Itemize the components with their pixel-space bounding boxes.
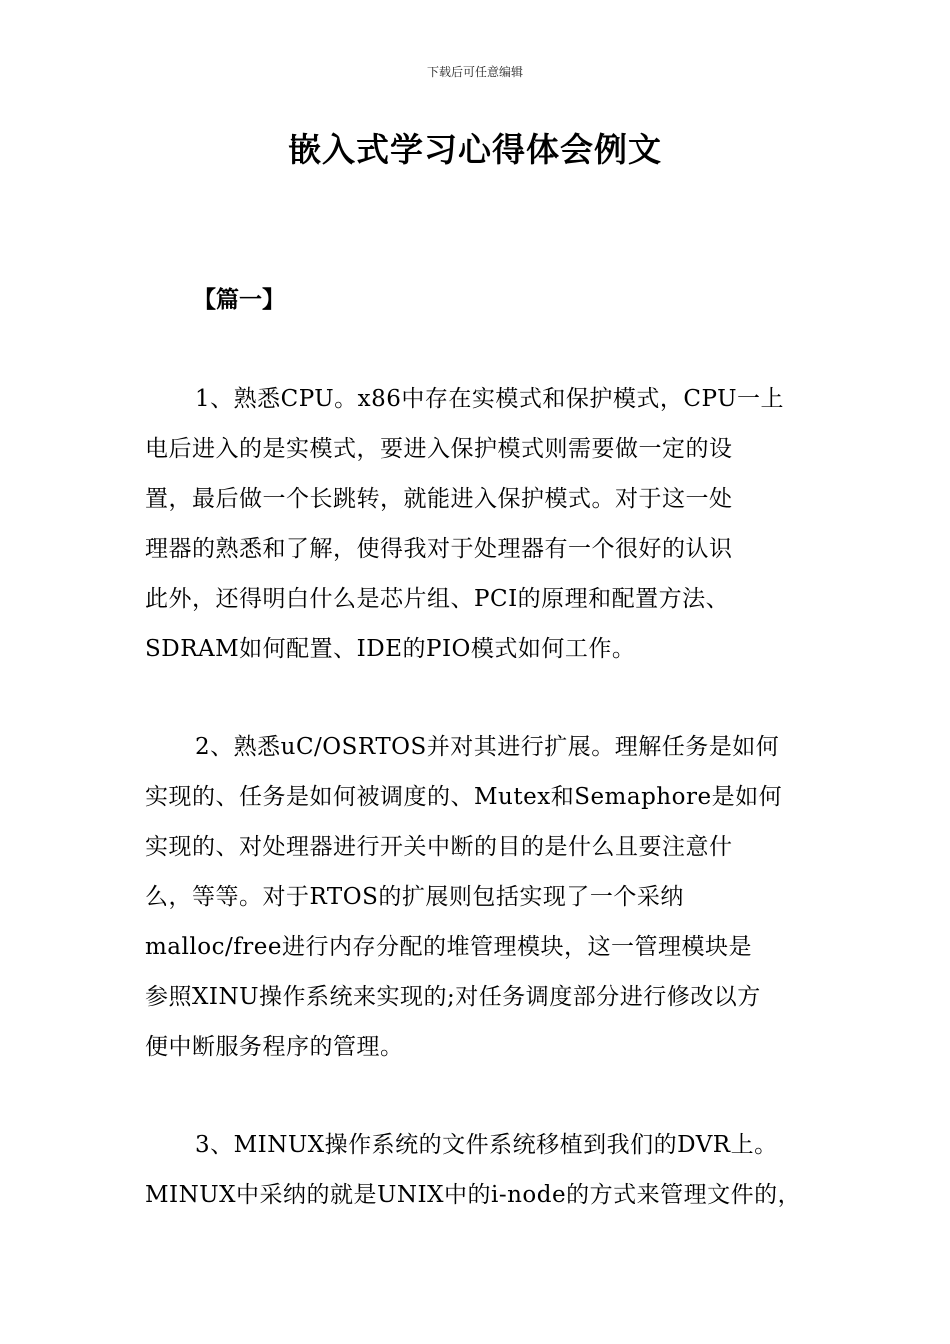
paragraph-line: SDRAM如何配置、IDE的PIO模式如何工作。	[145, 636, 636, 662]
paragraph-line: 电后进入的是实模式，要进入保护模式则需要做一定的设	[145, 436, 733, 462]
paragraph-line: 实现的、对处理器进行开关中断的目的是什么且要注意什	[145, 834, 733, 860]
paragraph-line: 理器的熟悉和了解，使得我对于处理器有一个很好的认识	[145, 536, 733, 562]
paragraph-line: 参照XINU操作系统来实现的;对任务调度部分进行修改以方	[145, 984, 761, 1010]
paragraph-line: 么，等等。对于RTOS的扩展则包括实现了一个采纳	[145, 884, 684, 910]
paragraph-line: 此外，还得明白什么是芯片组、PCI的原理和配置方法、	[145, 586, 730, 612]
paragraph-line: 1、熟悉CPU。x86中存在实模式和保护模式，CPU一上	[195, 386, 784, 412]
paragraph-line: malloc/free进行内存分配的堆管理模块，这一管理模块是	[145, 934, 752, 960]
paragraph-3	[145, 1120, 825, 1220]
section-heading: 【篇一】	[193, 287, 285, 313]
paragraph-line: 置，最后做一个长跳转，就能进入保护模式。对于这一处	[145, 486, 733, 512]
header-note: 下载后可任意编辑	[426, 65, 523, 79]
document-title: 嵌入式学习心得体会例文	[288, 130, 662, 169]
paragraph-line: 便中断服务程序的管理。	[145, 1034, 404, 1060]
paragraph-2	[145, 722, 825, 1072]
paragraph-line: 2、熟悉uC/OSRTOS并对其进行扩展。理解任务是如何	[195, 734, 780, 760]
paragraph-line: MINUX中采纳的就是UNIX中的i-node的方式来管理文件的，	[145, 1182, 802, 1208]
paragraph-line: 实现的、任务是如何被调度的、Mutex和Semaphore是如何	[145, 784, 783, 810]
paragraph-line: 3、MINUX操作系统的文件系统移植到我们的DVR上。	[195, 1132, 778, 1158]
paragraph-1	[145, 374, 825, 674]
